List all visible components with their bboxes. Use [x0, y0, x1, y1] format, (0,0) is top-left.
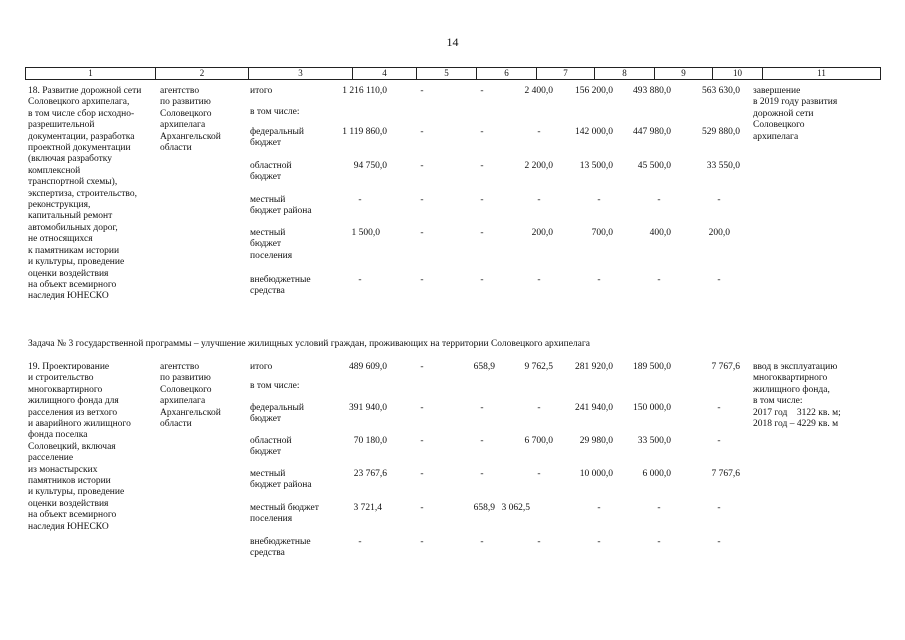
value-cell: -	[537, 469, 541, 479]
source-label: областной бюджет	[250, 161, 292, 183]
value-cell: 3 062,5	[501, 503, 530, 513]
source-label: внебюджетные средства	[250, 275, 311, 297]
source-label: местный бюджет района	[250, 195, 312, 217]
value-cell: 156 200,0	[575, 86, 613, 96]
value-cell: 9 762,5	[524, 362, 553, 372]
value-cell: -	[717, 537, 721, 547]
value-cell: -	[717, 275, 721, 285]
value-cell: 1 216 110,0	[342, 86, 387, 96]
value-cell: 6 000,0	[642, 469, 671, 479]
value-cell: -	[657, 503, 661, 513]
value-cell: -	[717, 403, 721, 413]
value-cell: 70 180,0	[353, 436, 387, 446]
value-cell: 1 119 860,0	[342, 127, 387, 137]
value-cell: -	[480, 86, 484, 96]
value-cell: -	[358, 537, 362, 547]
value-cell: 7 767,6	[711, 362, 740, 372]
column-header-row	[26, 68, 881, 80]
value-cell: -	[657, 275, 661, 285]
source-label: внебюджетные средства	[250, 537, 311, 559]
value-cell: -	[597, 195, 601, 205]
value-cell: 529 880,0	[702, 127, 740, 137]
value-cell: 2 200,0	[524, 161, 553, 171]
value-cell: -	[717, 195, 721, 205]
value-cell: -	[717, 436, 721, 446]
source-label: в том числе:	[250, 107, 300, 117]
value-cell: -	[480, 275, 484, 285]
value-cell: 281 920,0	[575, 362, 613, 372]
column-header-table	[25, 67, 881, 80]
value-cell: -	[537, 275, 541, 285]
value-cell: -	[420, 127, 424, 137]
column-header: 11	[763, 68, 881, 80]
value-cell: 142 000,0	[575, 127, 613, 137]
value-cell: -	[480, 195, 484, 205]
source-label: итого	[250, 362, 273, 372]
value-cell: -	[537, 195, 541, 205]
value-cell: 33 550,0	[706, 161, 740, 171]
value-cell: -	[420, 161, 424, 171]
expected-result: завершение в 2019 году развития дорожной сети Соловецкого архипелага	[753, 86, 838, 142]
value-cell: 489 609,0	[349, 362, 387, 372]
value-cell: 391 940,0	[349, 403, 387, 413]
value-cell: 45 500,0	[637, 161, 671, 171]
column-header: 10	[713, 68, 763, 80]
value-cell: -	[480, 403, 484, 413]
value-cell: -	[480, 469, 484, 479]
value-cell: -	[420, 436, 424, 446]
value-cell: -	[597, 275, 601, 285]
column-header: 6	[477, 68, 537, 80]
page-number: 14	[446, 35, 459, 49]
measure-name: 19. Проектирование и строительство многоквартирного жилищного фонда для расселения из ветхого и аварийного жилищного фонда поселка Соловецкий, включая расселение из монастырских памятников истории и культуры, проведение оценки воздействия на объект всемирного наследия ЮНЕСКО	[28, 362, 131, 532]
value-cell: 658,9	[473, 503, 495, 513]
value-cell: -	[420, 469, 424, 479]
value-cell: 200,0	[531, 228, 553, 238]
column-header: 4	[353, 68, 417, 80]
value-cell: 29 980,0	[579, 436, 613, 446]
value-cell: -	[358, 275, 362, 285]
value-cell: 94 750,0	[353, 161, 387, 171]
value-cell: 658,9	[473, 362, 495, 372]
expected-result: ввод в эксплуатацию многоквартирного жилищного фонда, в том числе: 2017 год 3122 кв. м; 2018 год – 4229 кв. м	[753, 362, 841, 430]
value-cell: -	[420, 86, 424, 96]
value-cell: -	[420, 195, 424, 205]
value-cell: 493 880,0	[633, 86, 671, 96]
value-cell: -	[657, 537, 661, 547]
executor: агентство по развитию Соловецкого архипелага Архангельской области	[160, 362, 221, 430]
source-label: областной бюджет	[250, 436, 292, 458]
source-label: итого	[250, 86, 273, 96]
column-header: 1	[26, 68, 156, 80]
value-cell: -	[480, 127, 484, 137]
value-cell: -	[480, 436, 484, 446]
value-cell: -	[537, 403, 541, 413]
value-cell: 3 721,4	[353, 503, 382, 513]
value-cell: 33 500,0	[637, 436, 671, 446]
source-label: федеральный бюджет	[250, 403, 304, 425]
value-cell: 23 767,6	[353, 469, 387, 479]
measure-name: 18. Развитие дорожной сети Соловецкого архипелага, в том числе сбор исходно- разрешительной документации, разработка проектной документации (включая разработку комплексной транспортной схемы), экспертиза, строительство, реконструкция, капитальный ремонт автомобильных дорог, не относящихся к памятникам истории и культуры, проведение оценки воздействия на объект всемирного наследия ЮНЕСКО	[28, 86, 142, 302]
source-label: местный бюджет поселения	[250, 503, 319, 525]
value-cell: -	[717, 503, 721, 513]
source-label: в том числе:	[250, 381, 300, 391]
value-cell: 6 700,0	[524, 436, 553, 446]
value-cell: -	[480, 537, 484, 547]
value-cell: -	[420, 228, 424, 238]
value-cell: -	[657, 195, 661, 205]
value-cell: 400,0	[649, 228, 671, 238]
value-cell: -	[537, 537, 541, 547]
column-header: 5	[417, 68, 477, 80]
section-title: Задача № 3 государственной программы – улучшение жилищных условий граждан, проживающих на территории Соловецкого архипелага	[28, 339, 590, 349]
value-cell: -	[420, 537, 424, 547]
value-cell: -	[537, 127, 541, 137]
value-cell: 1 500,0	[351, 228, 380, 238]
column-header: 8	[595, 68, 655, 80]
column-header: 7	[537, 68, 595, 80]
value-cell: 563 630,0	[702, 86, 740, 96]
value-cell: 189 500,0	[633, 362, 671, 372]
column-header: 2	[156, 68, 249, 80]
value-cell: -	[420, 403, 424, 413]
executor: агентство по развитию Соловецкого архипелага Архангельской области	[160, 86, 221, 154]
value-cell: 10 000,0	[579, 469, 613, 479]
value-cell: 700,0	[591, 228, 613, 238]
value-cell: -	[480, 161, 484, 171]
source-label: федеральный бюджет	[250, 127, 304, 149]
column-header: 3	[249, 68, 353, 80]
value-cell: 2 400,0	[524, 86, 553, 96]
value-cell: 13 500,0	[579, 161, 613, 171]
value-cell: 200,0	[708, 228, 730, 238]
column-header: 9	[655, 68, 713, 80]
value-cell: -	[597, 537, 601, 547]
value-cell: -	[420, 275, 424, 285]
value-cell: 150 000,0	[633, 403, 671, 413]
value-cell: 447 980,0	[633, 127, 671, 137]
value-cell: -	[358, 195, 362, 205]
source-label: местный бюджет района	[250, 469, 312, 491]
value-cell: -	[597, 503, 601, 513]
value-cell: -	[420, 362, 424, 372]
source-label: местный бюджет поселения	[250, 228, 293, 261]
value-cell: -	[420, 503, 424, 513]
value-cell: 7 767,6	[711, 469, 740, 479]
value-cell: -	[480, 228, 484, 238]
value-cell: 241 940,0	[575, 403, 613, 413]
